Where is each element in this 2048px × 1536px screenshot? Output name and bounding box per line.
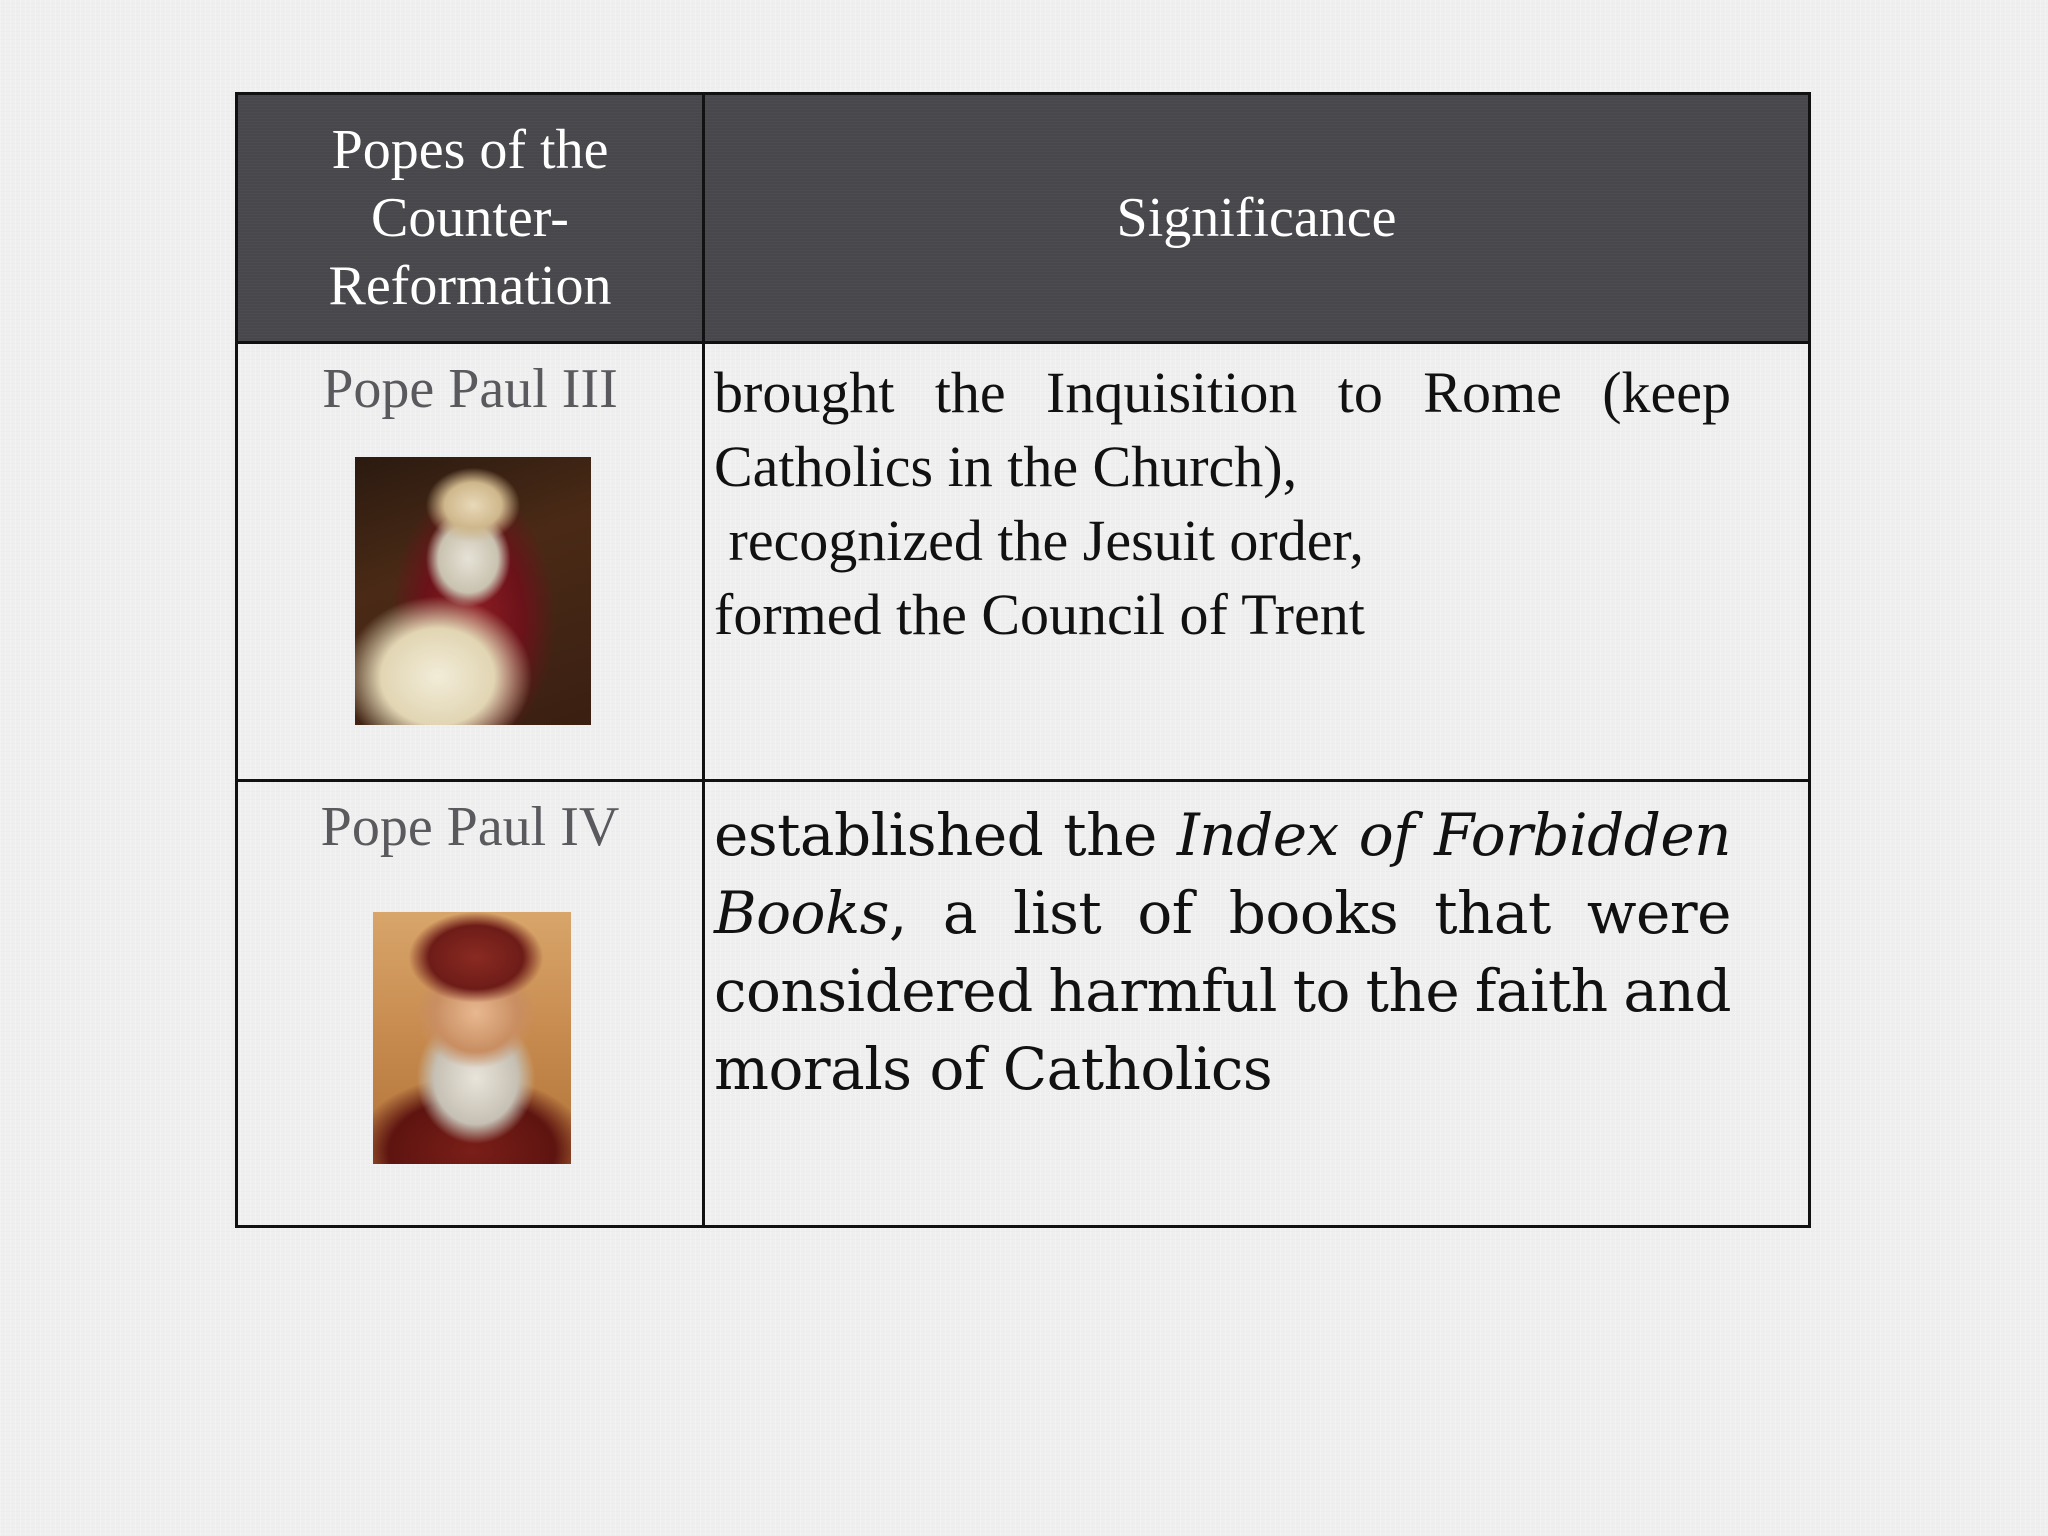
word: the bbox=[1365, 957, 1460, 1025]
word: and bbox=[1623, 957, 1731, 1025]
header-popes bbox=[238, 95, 705, 344]
word: Inquisition bbox=[1046, 360, 1298, 425]
word: list bbox=[1013, 879, 1102, 947]
pope-paul-iv-significance bbox=[705, 782, 1808, 1225]
word: faith bbox=[1474, 957, 1608, 1025]
word: to bbox=[1292, 957, 1350, 1025]
significance-line: morals of Catholics bbox=[714, 1035, 1273, 1103]
significance-line: Catholics in the Church), bbox=[714, 434, 1298, 499]
significance-line bbox=[714, 356, 1731, 430]
word-italic: Forbidden bbox=[1434, 801, 1731, 869]
word: considered bbox=[714, 957, 1033, 1025]
punctuation: , bbox=[888, 879, 907, 947]
word: were bbox=[1586, 879, 1731, 947]
word: the bbox=[934, 360, 1006, 425]
word-italic: of bbox=[1358, 801, 1415, 869]
word-italic: Books bbox=[714, 879, 889, 947]
pope-name: Pope Paul IV bbox=[320, 796, 620, 858]
significance-line bbox=[714, 874, 1731, 952]
pope-paul-iii-portrait bbox=[355, 457, 591, 725]
word-group bbox=[714, 874, 907, 952]
word: to bbox=[1337, 360, 1383, 425]
pope-paul-iv-cell bbox=[238, 782, 705, 1225]
word-italic: Index bbox=[1176, 801, 1339, 869]
pope-name: Pope Paul III bbox=[322, 358, 618, 420]
significance-text bbox=[714, 356, 1731, 652]
word: established bbox=[714, 801, 1044, 869]
word: that bbox=[1434, 879, 1551, 947]
header-significance bbox=[705, 95, 1808, 344]
word: harmful bbox=[1048, 957, 1277, 1025]
pope-paul-iii-cell bbox=[238, 344, 705, 782]
word: the bbox=[1063, 801, 1157, 869]
significance-line bbox=[714, 796, 1731, 874]
word: (keep bbox=[1602, 360, 1731, 425]
word: books bbox=[1228, 879, 1399, 947]
header-popes-label: Popes of the Counter-Reformation bbox=[328, 119, 612, 317]
header-significance-label: Significance bbox=[1116, 187, 1397, 249]
pope-paul-iv-portrait bbox=[373, 912, 571, 1164]
significance-line: formed the Council of Trent bbox=[714, 582, 1365, 647]
pope-paul-iii-significance bbox=[705, 344, 1808, 782]
word: a bbox=[942, 879, 977, 947]
word: brought bbox=[714, 360, 895, 425]
significance-line bbox=[714, 952, 1731, 1030]
counter-reformation-table bbox=[235, 92, 1811, 1228]
word: Rome bbox=[1423, 360, 1562, 425]
significance-text bbox=[714, 796, 1731, 1108]
word: of bbox=[1137, 879, 1193, 947]
significance-line: recognized the Jesuit order, bbox=[714, 508, 1364, 573]
